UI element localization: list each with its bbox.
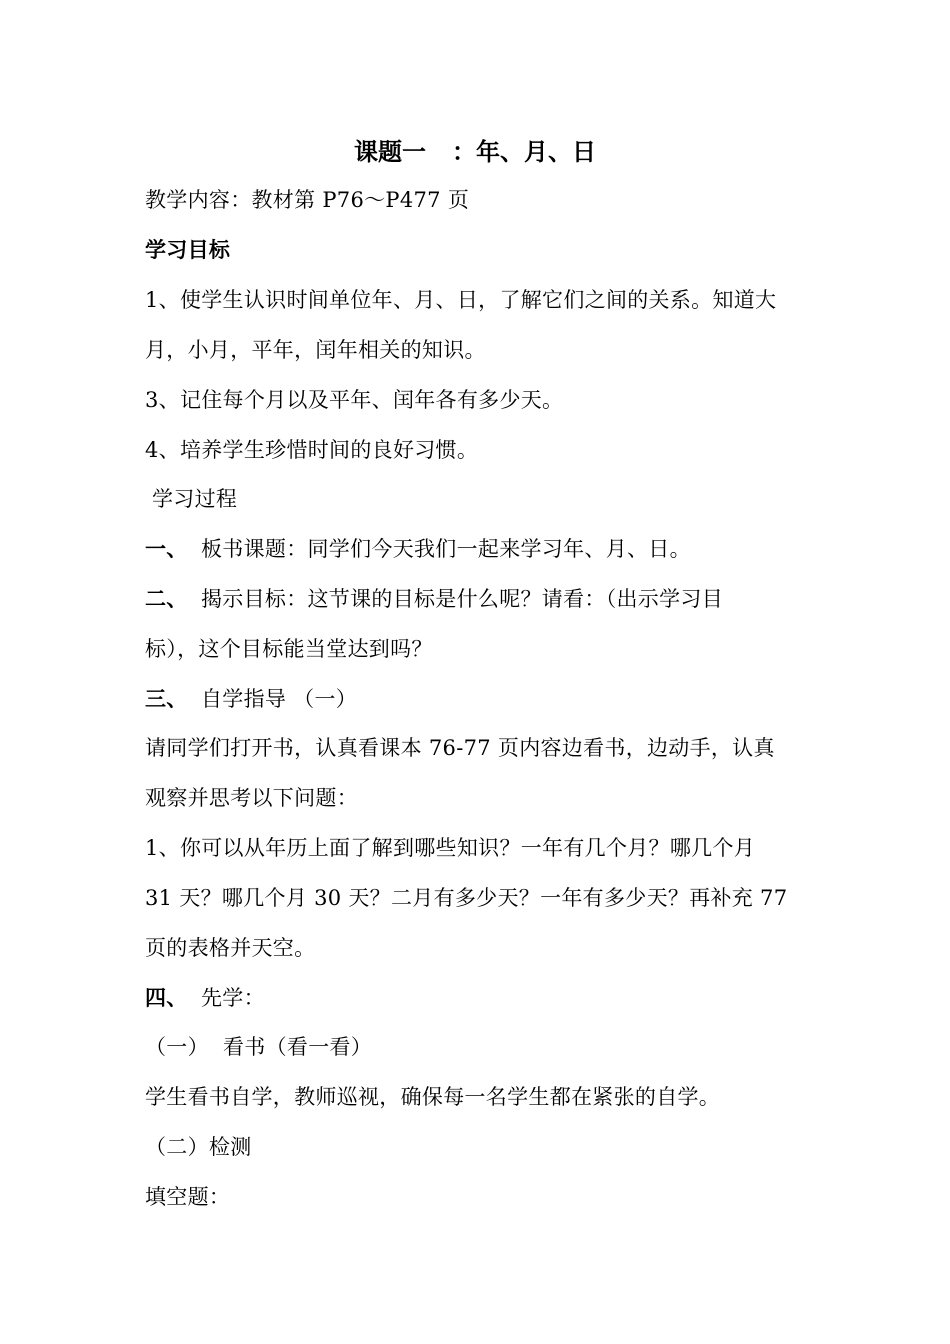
goal-line: 月，小月，平年，闰年相关的知识。 bbox=[145, 338, 486, 362]
instruction-line: 31 天？哪几个月 30 天？二月有多少天？一年有多少天？再补充 77 bbox=[145, 886, 788, 910]
step-text: 板书课题：同学们今天我们一起来学习年、月、日。 bbox=[201, 537, 691, 561]
step-item bbox=[145, 684, 820, 714]
process-heading: 学习过程 bbox=[152, 487, 238, 511]
step-number: 四、 bbox=[145, 985, 188, 1010]
goals-heading: 学习目标 bbox=[145, 238, 231, 262]
goal-line: 3、记住每个月以及平年、闰年各有多少天。 bbox=[145, 388, 564, 412]
instruction-line: 1、你可以从年历上面了解到哪些知识？一年有几个月？哪几个月 bbox=[145, 836, 756, 860]
step-text: 先学： bbox=[201, 986, 265, 1010]
goal-line: 4、培养学生珍惜时间的良好习惯。 bbox=[145, 438, 479, 462]
instruction-line: 观察并思考以下问题： bbox=[145, 786, 358, 810]
sub-item bbox=[145, 1032, 820, 1062]
sub-text: 看书（看一看） bbox=[223, 1035, 373, 1059]
instruction-line: 请同学们打开书，认真看课本 76-77 页内容边看书，边动手，认真 bbox=[145, 736, 775, 760]
goal-line: 1、使学生认识时间单位年、月、日，了解它们之间的关系。知道大 bbox=[145, 288, 777, 312]
step-text: 揭示目标：这节课的目标是什么呢？请看：（出示学习目 bbox=[201, 587, 723, 611]
page-title bbox=[0, 136, 950, 168]
step-item bbox=[145, 983, 820, 1013]
fill-heading: 填空题： bbox=[145, 1185, 231, 1209]
sub-paragraph: 学生看书自学，教师巡视，确保每一名学生都在紧张的自学。 bbox=[145, 1085, 721, 1109]
step-number: 三、 bbox=[145, 686, 188, 711]
teaching-content: 教学内容：教材第 P76～P477 页 bbox=[145, 188, 470, 212]
instruction-line: 页的表格并天空。 bbox=[145, 936, 316, 960]
sub-heading: （二）检测 bbox=[145, 1135, 252, 1159]
step-item bbox=[145, 584, 820, 614]
title-left: 课题一 bbox=[354, 138, 426, 166]
sub-label: （一） bbox=[145, 1035, 209, 1059]
step-item bbox=[145, 534, 820, 564]
step-number: 二、 bbox=[145, 586, 188, 611]
step-text: 自学指导 （一） bbox=[201, 687, 358, 711]
step-continuation: 标），这个目标能当堂达到吗？ bbox=[145, 637, 433, 661]
title-right: ：年、月、日 bbox=[452, 138, 596, 166]
step-number: 一、 bbox=[145, 536, 188, 561]
